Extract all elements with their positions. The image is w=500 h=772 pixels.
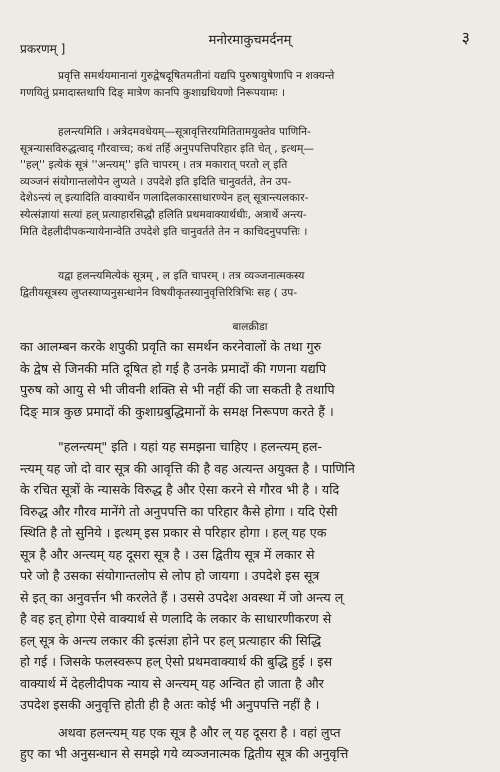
text-line: स्येत्संज्ञायां सत्यां हल् प्रत्याहारसिद्धौ हलिति प्रथमवाक्यार्थधीः, अत्रार्थे अन्त्य- <box>20 208 307 221</box>
text-line: गणयितुं प्रमादास्तथापि दिङ् मात्रेण कानपि कुशाग्रधियणो निरूपयामः । <box>20 86 286 99</box>
text-line: उपदेश इसकी अनुवृत्ति होती ही है अतः कोई भी अनुपपत्ति नहीं है । <box>20 697 320 712</box>
text-line: देशेऽन्त्यं ल् इत्यादिति वाक्यार्थेन णलादिलकारसाधारण्येन हल् सूत्रान्त्यलकार- <box>20 192 309 205</box>
text-line: विरुद्ध और गौरव मानेंगे तो अनुपपत्ति का परिहार कैसे होगा । यदि ऐसी <box>20 503 338 519</box>
text-line: हलन्त्यमिति । अत्रेदमवधेयम्—सूत्रावृत्तिरयमितितामयुक्तेव पाणिनि- <box>58 126 311 138</box>
page-number: ३ <box>461 28 470 47</box>
text-line: हो गई । जिसके फलस्वरूप हल् ऐसो प्रथमवाक्यार्थ की बुद्धि हुई । इस <box>20 654 333 669</box>
text-line: पुरुष को आयु से भी जीवनी शक्ति से भी नहीं की जा सकती है तथापि <box>20 382 335 397</box>
text-line: हुए का भी अनुसन्धान से समझे गये व्यञ्जनात्मक द्वितीय सूत्र की अनुवृत्ति <box>20 746 349 761</box>
text-line: अथवा हलन्त्यम् यह एक सूत्र है और ल् यह दूसरा है । वहां लुप्त <box>58 724 341 740</box>
text-line: से इत् का अनुवर्त्तन भी करलेते हैं । उससे उपदेश अवस्था में जो अन्त्य ल् <box>20 589 344 605</box>
text-line: सूत्र है और अन्त्यम् यह दूसरा सूत्र है । उस द्वितीय सूत्र में लकार से <box>20 546 315 562</box>
text-line: हल् सूत्र के अन्त्य लकार की इत्संज्ञा होने पर हल् प्रत्याहार की सिद्धि <box>20 632 322 648</box>
text-line: व्यञ्जनं संयोगान्तलोपेन लुप्यते । उपदेशे इति इदिति चानुवर्तते, तेन उप- <box>20 175 292 188</box>
sanskrit-paragraph-2 <box>20 124 480 240</box>
text-line: का आलम्बन करके शपुकी प्रवृति का समर्थन करनेवालों के तथा गुरु <box>20 339 322 354</box>
text-line: यद्वा हलन्त्यमित्येकं सूत्रम् , ल इति चापरम् । तत्र व्यञ्जनात्मकस्य <box>58 270 305 282</box>
text-line: स्थिति है तो सुनिये । इत्थम् इस प्रकार से परिहार होगा । हल् यह एक <box>20 525 327 540</box>
text-line: दिङ् मात्र कुछ प्रमादों की कुशाग्रबुद्धिमानों के समक्ष निरूपण करते हैं । <box>20 403 334 419</box>
commentary-title: बालक्रीडा <box>232 321 268 333</box>
text-line: द्वितीयसूत्रस्य लुप्तस्याप्यनुसन्धानेन विषयीकृतस्यानुवृत्तिरित्रिभिः सह ( उप- <box>20 286 298 299</box>
text-line: मिति देहलीदीपकन्यायेनान्वेति उपदेशे इति चानुवर्तते तेन न काचिदनुपपत्तिः । <box>20 225 308 238</box>
section-header: प्रकरणम् ] <box>20 42 66 56</box>
text-line: न्त्यम् यह जो दो वार सूत्र की आवृत्ति की है वह अत्यन्त अयुक्त है । पाणिनि <box>20 460 355 476</box>
text-line: "हलन्त्यम्" इति । यहां यह समझना चाहिए । हलन्त्यम् हल- <box>58 439 322 454</box>
text-line: प्रवृत्ति समर्थयमानानां गुरुद्वेषदूषितमतीनां यद्यपि पुरुषायुषेणापि न शक्यन्ते <box>58 70 335 82</box>
text-line: सूत्रन्यासविरुद्धत्वाद् गौरवाच्च; कथं तर्हि अनुपपत्तिपरिहार इति चेत् , इत्थम्— <box>20 142 315 155</box>
text-line: है वह इत् होगा ऐसे वाक्यार्थ से णलादि के लकार के साधारणीकरण से <box>20 611 332 626</box>
text-line: ''हल्'' इत्येकं सूत्रं ''अन्त्यम्'' इति चापरम् । तत्र मकारात् परतो ल् इति <box>20 159 288 172</box>
text-line: के रचित सूत्रों के न्यासके विरुद्ध है और ऐसा करने से गौरव भी है । यदि <box>20 482 340 497</box>
hindi-commentary <box>20 336 480 765</box>
text-line: परे जो है उसका संयोगान्तलोप से लोप हो जायगा । उपदेशे इस सूत्र <box>20 568 320 583</box>
text-line: के द्वेष से जिनकी मति दूषित हो गई है उनके प्रमादों की गणना यद्यपि <box>20 360 327 376</box>
running-title: मनोरमाकुचमर्दनम् <box>208 33 292 48</box>
sanskrit-paragraph-1 <box>20 68 480 101</box>
sanskrit-paragraph-3 <box>20 268 480 301</box>
text-line: वाक्यार्थ में देहलीदीपक न्याय से अन्त्यम् यह अन्वित हो जाता है और <box>20 675 324 691</box>
